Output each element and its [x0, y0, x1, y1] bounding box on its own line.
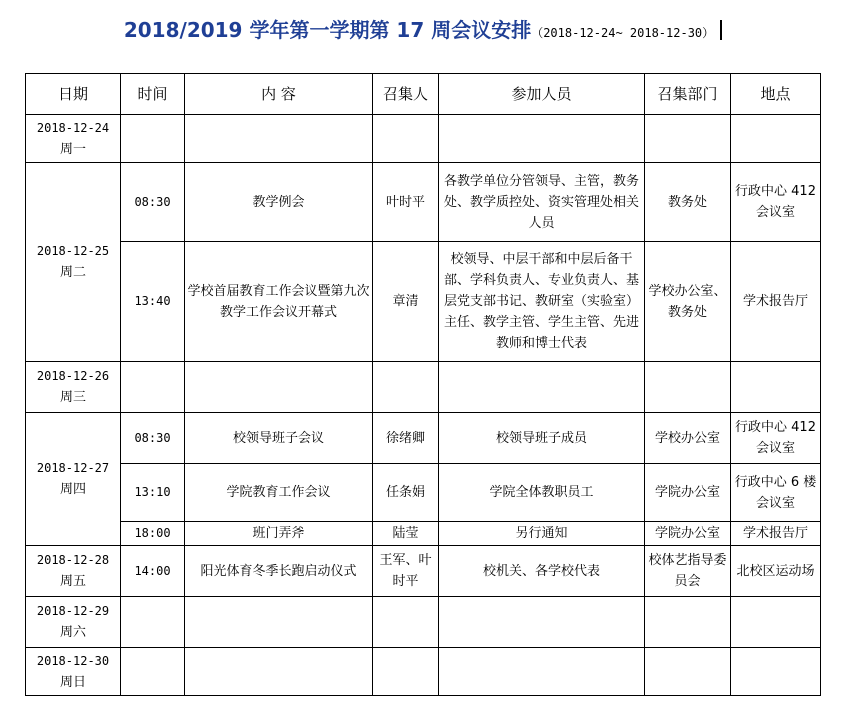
- empty-cell: [439, 362, 645, 413]
- content-cell: 学院教育工作会议: [185, 464, 373, 522]
- header-date: 日期: [26, 74, 121, 115]
- date-text: 2018-12-28: [36, 553, 110, 567]
- table-row: [26, 648, 821, 696]
- weekday-text: 周一: [59, 141, 86, 157]
- weekday-text: 周日: [59, 674, 86, 690]
- participants-cell: 各教学单位分管领导、主管，教务处、教学质控处、资实管理处相关人员: [439, 163, 645, 242]
- weekday-text: 周二: [59, 265, 86, 280]
- table-row: [26, 163, 821, 242]
- empty-cell: [121, 115, 185, 163]
- time-cell: 13:40: [121, 242, 185, 362]
- empty-cell: [185, 115, 373, 163]
- location-cell: 学术报告厅: [731, 242, 821, 362]
- time-cell: 13:10: [121, 464, 185, 522]
- header-content: 内 容: [185, 74, 373, 115]
- empty-cell: [439, 597, 645, 648]
- header-row: [26, 74, 821, 115]
- empty-cell: [185, 597, 373, 648]
- table-row: [26, 464, 821, 522]
- dept-cell: 教务处: [645, 163, 731, 242]
- date-text: 2018-12-30: [36, 653, 110, 668]
- date-cell: [26, 163, 121, 362]
- empty-cell: [373, 648, 439, 696]
- content-cell: 学校首届教育工作会议暨第九次教学工作会议开幕式: [185, 242, 373, 362]
- empty-cell: [373, 362, 439, 413]
- table-row: [26, 413, 821, 464]
- time-cell: 18:00: [121, 522, 185, 546]
- title-date-range: （2018-12-24~ 2018-12-30）: [531, 26, 715, 40]
- weekday-text: 周三: [59, 390, 86, 405]
- convener-cell: 徐绪卿: [373, 413, 439, 464]
- date-text: 2018-12-24: [36, 120, 110, 135]
- weekday-text: 周四: [59, 482, 86, 497]
- header-dept: 召集部门: [645, 74, 731, 115]
- empty-cell: [731, 648, 821, 696]
- table-row: [26, 597, 821, 648]
- participants-cell: 校领导班子成员: [439, 413, 645, 464]
- text-cursor: [720, 20, 722, 40]
- time-cell: 14:00: [121, 546, 185, 597]
- header-location: 地点: [731, 74, 821, 115]
- location-cell: 行政中心 412 会议室: [731, 413, 821, 464]
- empty-cell: [121, 362, 185, 413]
- date-cell: [26, 546, 121, 597]
- dept-cell: 学校办公室、教务处: [645, 242, 731, 362]
- content-cell: 教学例会: [185, 163, 373, 242]
- convener-cell: 章清: [373, 242, 439, 362]
- dept-cell: 学院办公室: [645, 522, 731, 546]
- date-text: 2018-12-29: [36, 604, 110, 618]
- empty-cell: [731, 597, 821, 648]
- dept-cell: 校体艺指导委员会: [645, 546, 731, 597]
- table-row: [26, 242, 821, 362]
- empty-cell: [439, 115, 645, 163]
- table-row: [26, 546, 821, 597]
- empty-cell: [121, 597, 185, 648]
- date-cell: [26, 648, 121, 696]
- convener-cell: 任条娟: [373, 464, 439, 522]
- empty-cell: [645, 115, 731, 163]
- date-text: 2018-12-27: [36, 461, 110, 475]
- header-convener: 召集人: [373, 74, 439, 115]
- date-text: 2018-12-25: [36, 244, 110, 258]
- table-row: [26, 362, 821, 413]
- date-text: 2018-12-26: [36, 369, 110, 383]
- empty-cell: [373, 597, 439, 648]
- convener-cell: 叶时平: [373, 163, 439, 242]
- empty-cell: [731, 115, 821, 163]
- empty-cell: [185, 648, 373, 696]
- empty-cell: [121, 648, 185, 696]
- content-cell: 校领导班子会议: [185, 413, 373, 464]
- header-time: 时间: [121, 74, 185, 115]
- header-participants: 参加人员: [439, 74, 645, 115]
- empty-cell: [645, 597, 731, 648]
- dept-cell: 学院办公室: [645, 464, 731, 522]
- weekday-text: 周五: [59, 574, 86, 589]
- date-cell: [26, 597, 121, 648]
- empty-cell: [185, 362, 373, 413]
- empty-cell: [645, 362, 731, 413]
- convener-cell: 陆莹: [373, 522, 439, 546]
- participants-cell: 学院全体教职员工: [439, 464, 645, 522]
- participants-cell: 另行通知: [439, 522, 645, 546]
- location-cell: 北校区运动场: [731, 546, 821, 597]
- table-row: [26, 115, 821, 163]
- empty-cell: [373, 115, 439, 163]
- date-cell: [26, 362, 121, 413]
- empty-cell: [645, 648, 731, 696]
- time-cell: 08:30: [121, 413, 185, 464]
- title-main: 2018/2019 学年第一学期第 17 周会议安排: [123, 18, 532, 42]
- weekday-text: 周六: [59, 625, 86, 640]
- location-cell: 学术报告厅: [731, 522, 821, 546]
- dept-cell: 学校办公室: [645, 413, 731, 464]
- empty-cell: [731, 362, 821, 413]
- meeting-schedule-table: [25, 73, 821, 696]
- convener-cell: 王军、叶时平: [373, 546, 439, 597]
- table-row: [26, 522, 821, 546]
- content-cell: 阳光体育冬季长跑启动仪式: [185, 546, 373, 597]
- time-cell: 08:30: [121, 163, 185, 242]
- date-cell: [26, 413, 121, 546]
- content-cell: 班门弄斧: [185, 522, 373, 546]
- participants-cell: 校机关、各学校代表: [439, 546, 645, 597]
- date-cell: [26, 115, 121, 163]
- empty-cell: [439, 648, 645, 696]
- location-cell: 行政中心 6 楼会议室: [731, 464, 821, 522]
- page-title: [0, 15, 846, 48]
- location-cell: 行政中心 412 会议室: [731, 163, 821, 242]
- participants-cell: 校领导、中层干部和中层后备干部、学科负责人、专业负责人、基层党支部书记、教研室（实验室）主任、教学主管、学生主管、先进教师和博士代表: [439, 242, 645, 362]
